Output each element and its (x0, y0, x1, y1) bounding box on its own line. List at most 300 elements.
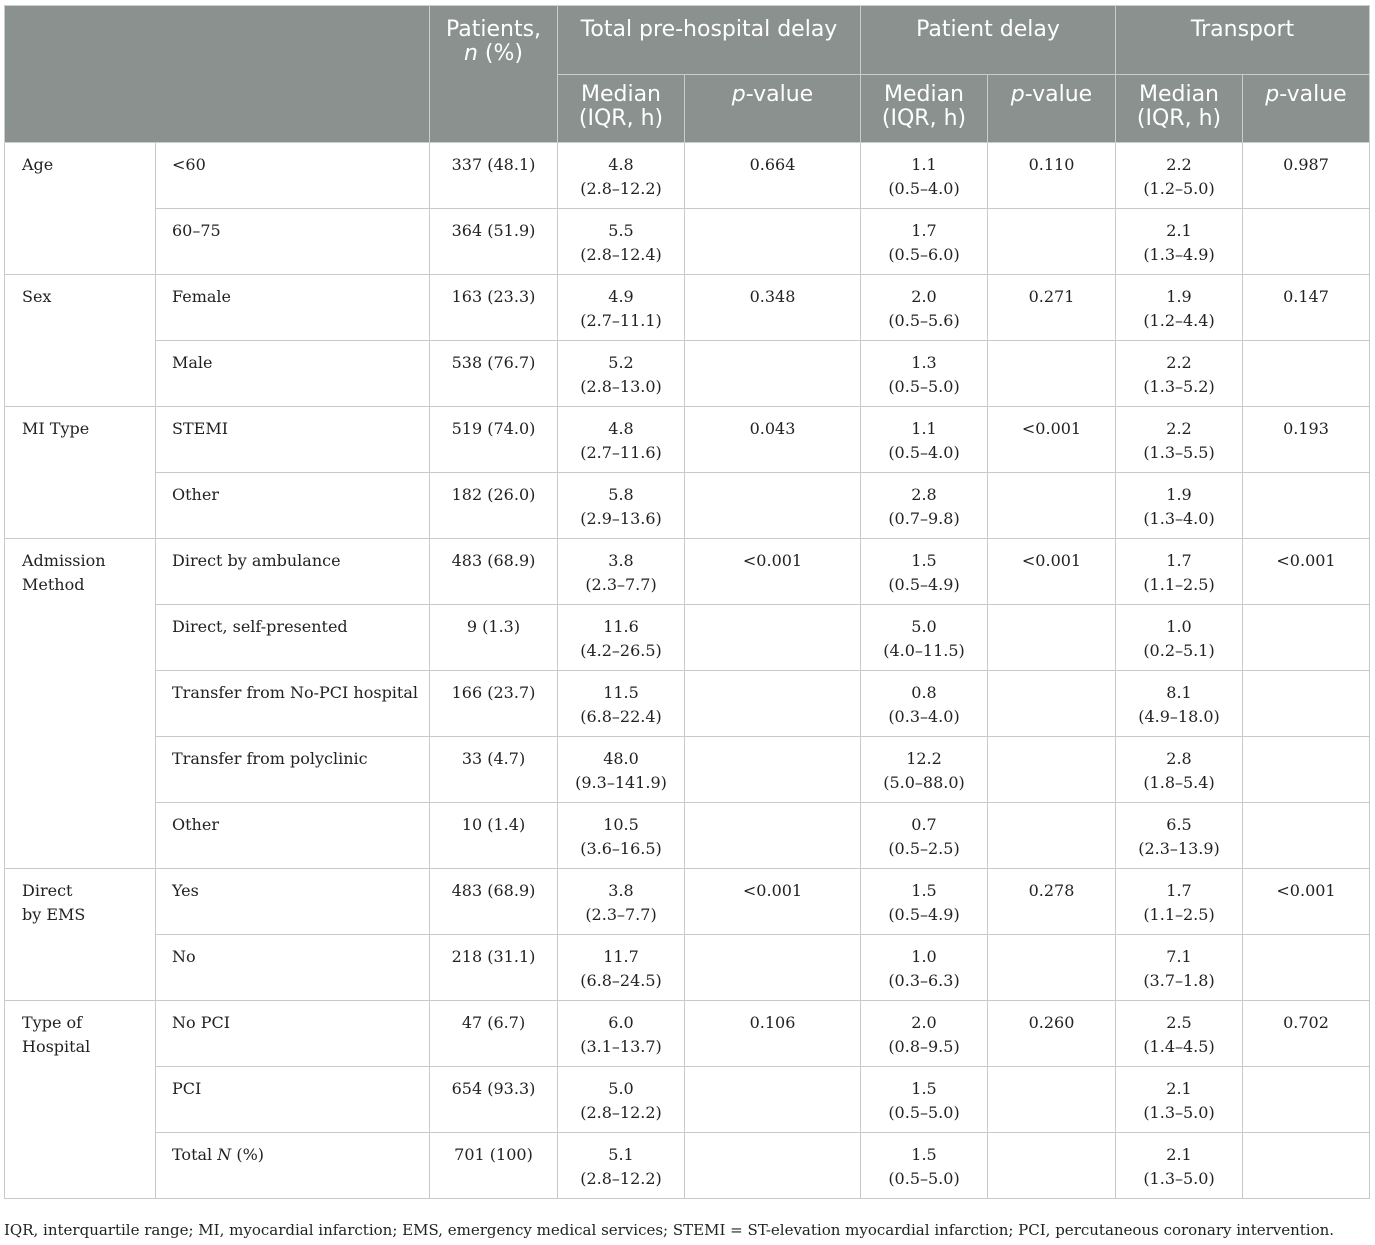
table-row (5, 539, 1370, 605)
transport-median: 2.1 (1166, 221, 1192, 240)
total-delay-cell (558, 671, 685, 737)
patient-delay-iqr: (0.5–5.0) (888, 1169, 960, 1188)
table-footnote: IQR, interquartile range; MI, myocardial infarction; EMS, emergency medical services; STEMI = ST-elevation myocardial infarction; PCI, percutaneous coronary intervention. (4, 1221, 1335, 1239)
table-header (5, 6, 1370, 143)
patient-delay-pvalue-cell (988, 275, 1116, 341)
patient-delay-pvalue: 0.260 (1028, 1013, 1075, 1032)
total-delay-iqr: (2.8–13.0) (580, 377, 662, 396)
transport-median: 2.2 (1166, 353, 1192, 372)
header-patients-n: n (463, 41, 478, 66)
transport-iqr: (1.3–5.2) (1143, 377, 1215, 396)
transport-pvalue: 0.987 (1283, 155, 1329, 174)
patients-value: 163 (23.3) (451, 287, 536, 306)
table-row (5, 935, 1370, 1001)
total-delay-iqr: (6.8–24.5) (580, 971, 662, 990)
patient-delay-pvalue-cell (988, 407, 1116, 473)
transport-median: 8.1 (1166, 683, 1192, 702)
transport-pvalue-cell (1243, 275, 1370, 341)
header-total-delay: Total pre-hospital delay (558, 6, 861, 75)
total-delay-cell (558, 1067, 685, 1133)
patient-delay-median: 1.5 (911, 551, 937, 570)
patients-cell (430, 671, 558, 737)
total-delay-pvalue-cell (685, 671, 861, 737)
variable-label: by EMS (22, 905, 86, 924)
variable-label: Age (22, 155, 54, 174)
category-label: Transfer from No-PCI hospital (172, 683, 419, 702)
patient-delay-pvalue: 0.271 (1028, 287, 1075, 306)
category-cell (156, 935, 430, 1001)
transport-iqr: (1.1–2.5) (1143, 905, 1215, 924)
total-delay-median: 4.8 (608, 419, 634, 438)
patient-delay-iqr: (0.5–5.0) (888, 1103, 960, 1122)
patients-cell (430, 1067, 558, 1133)
patient-delay-iqr: (0.5–4.9) (888, 575, 960, 594)
total-delay-iqr: (2.3–7.7) (585, 905, 657, 924)
transport-cell (1116, 1001, 1243, 1067)
total-delay-iqr: (2.8–12.2) (580, 1169, 662, 1188)
patient-delay-iqr: (0.5–5.6) (888, 311, 960, 330)
total-delay-pvalue: <0.001 (742, 551, 803, 570)
transport-iqr: (1.3–4.0) (1143, 509, 1215, 528)
patients-value: 701 (100) (454, 1145, 533, 1164)
patient-delay-pvalue-cell (988, 143, 1116, 209)
total-delay-median: 5.5 (608, 221, 634, 240)
patient-delay-median: 0.7 (911, 815, 937, 834)
patient-delay-median: 0.8 (911, 683, 937, 702)
transport-pvalue: 0.147 (1283, 287, 1329, 306)
total-delay-pvalue-cell (685, 473, 861, 539)
transport-pvalue: <0.001 (1276, 551, 1336, 570)
category-label: Direct by ambulance (172, 551, 341, 570)
patients-cell (430, 143, 558, 209)
table-row (5, 605, 1370, 671)
category-cell (156, 539, 430, 605)
total-delay-median: 11.6 (603, 617, 639, 636)
transport-pvalue-cell (1243, 935, 1370, 1001)
total-delay-cell (558, 407, 685, 473)
total-delay-median: 10.5 (603, 815, 639, 834)
patient-delay-cell (861, 803, 988, 869)
transport-median: 2.1 (1166, 1079, 1192, 1098)
patient-delay-iqr: (0.8–9.5) (888, 1037, 960, 1056)
total-delay-pvalue-cell (685, 605, 861, 671)
category-label: <60 (172, 155, 206, 174)
category-label: No (172, 947, 196, 966)
table-row (5, 869, 1370, 935)
patient-delay-cell (861, 275, 988, 341)
patients-value: 218 (31.1) (451, 947, 536, 966)
transport-pvalue-cell (1243, 539, 1370, 605)
patients-cell (430, 1001, 558, 1067)
header-patients-pct: (%) (477, 41, 524, 66)
header-median: Median (IQR, h) (861, 75, 988, 143)
patients-value: 9 (1.3) (466, 617, 521, 636)
header-pvalue: p-value (988, 75, 1116, 143)
total-delay-median: 5.2 (608, 353, 634, 372)
transport-median: 1.9 (1166, 287, 1192, 306)
variable-cell (5, 869, 156, 1001)
total-delay-median: 6.0 (608, 1013, 634, 1032)
category-suffix: (%) (231, 1145, 265, 1164)
category-cell (156, 341, 430, 407)
total-delay-pvalue-cell (685, 209, 861, 275)
table-body (5, 143, 1370, 1199)
variable-cell (5, 1001, 156, 1199)
category-label: Female (172, 287, 231, 306)
variable-label: Direct (22, 881, 73, 900)
category-italic: N (217, 1145, 232, 1164)
total-delay-median: 5.8 (608, 485, 634, 504)
patient-delay-median: 2.0 (911, 1013, 937, 1032)
variable-cell (5, 275, 156, 407)
total-delay-cell (558, 539, 685, 605)
patient-delay-pvalue-cell (988, 1133, 1116, 1199)
category-cell (156, 671, 430, 737)
patient-delay-iqr: (0.3–6.3) (888, 971, 960, 990)
table-row (5, 209, 1370, 275)
patients-value: 33 (4.7) (461, 749, 526, 768)
transport-iqr: (2.3–13.9) (1138, 839, 1220, 858)
category-label: 60–75 (172, 221, 221, 240)
category-cell (156, 275, 430, 341)
table-row (5, 275, 1370, 341)
patient-delay-iqr: (0.5–5.0) (888, 377, 960, 396)
transport-median: 2.1 (1166, 1145, 1192, 1164)
category-cell (156, 869, 430, 935)
patient-delay-iqr: (0.7–9.8) (888, 509, 960, 528)
transport-cell (1116, 275, 1243, 341)
transport-pvalue: <0.001 (1276, 881, 1336, 900)
transport-pvalue-cell (1243, 605, 1370, 671)
patient-delay-iqr: (0.5–2.5) (888, 839, 960, 858)
total-delay-iqr: (2.8–12.2) (580, 179, 662, 198)
transport-iqr: (1.3–5.5) (1143, 443, 1215, 462)
total-delay-iqr: (4.2–26.5) (580, 641, 662, 660)
table-row (5, 737, 1370, 803)
category-label: No PCI (172, 1013, 231, 1032)
transport-cell (1116, 341, 1243, 407)
patients-value: 337 (48.1) (451, 155, 536, 174)
variable-label: Hospital (22, 1037, 91, 1056)
header-median: Median (IQR, h) (1116, 75, 1243, 143)
patient-delay-pvalue: 0.110 (1028, 155, 1075, 174)
total-delay-pvalue-cell (685, 869, 861, 935)
transport-median: 1.7 (1166, 881, 1192, 900)
transport-median: 6.5 (1166, 815, 1192, 834)
transport-median: 2.5 (1166, 1013, 1192, 1032)
transport-iqr: (1.8–5.4) (1143, 773, 1215, 792)
total-delay-cell (558, 143, 685, 209)
patients-cell (430, 803, 558, 869)
patient-delay-median: 1.3 (911, 353, 937, 372)
transport-cell (1116, 143, 1243, 209)
patient-delay-median: 1.1 (911, 419, 937, 438)
patients-cell (430, 341, 558, 407)
category-cell (156, 1001, 430, 1067)
transport-cell (1116, 209, 1243, 275)
total-delay-pvalue-cell (685, 1001, 861, 1067)
patient-delay-pvalue-cell (988, 605, 1116, 671)
patient-delay-pvalue-cell (988, 737, 1116, 803)
patient-delay-median: 2.0 (911, 287, 937, 306)
total-delay-median: 3.8 (608, 881, 634, 900)
total-delay-median: 5.0 (608, 1079, 634, 1098)
category-label: Transfer from polyclinic (172, 749, 368, 768)
total-delay-pvalue: 0.664 (749, 155, 796, 174)
patients-cell (430, 737, 558, 803)
patient-delay-median: 2.8 (911, 485, 937, 504)
header-pvalue: p-value (685, 75, 861, 143)
total-delay-pvalue-cell (685, 737, 861, 803)
total-delay-median: 5.1 (608, 1145, 634, 1164)
total-delay-median: 3.8 (608, 551, 634, 570)
total-delay-cell (558, 1133, 685, 1199)
category-label: Other (172, 485, 219, 504)
patient-delay-iqr: (5.0–88.0) (883, 773, 965, 792)
patient-delay-median: 1.0 (911, 947, 937, 966)
transport-cell (1116, 1133, 1243, 1199)
total-delay-pvalue: 0.348 (749, 287, 796, 306)
total-delay-cell (558, 605, 685, 671)
patient-delay-cell (861, 1067, 988, 1133)
patient-delay-pvalue-cell (988, 869, 1116, 935)
transport-cell (1116, 605, 1243, 671)
patient-delay-pvalue-cell (988, 803, 1116, 869)
patient-delay-pvalue-cell (988, 539, 1116, 605)
patient-delay-median: 1.5 (911, 881, 937, 900)
total-delay-pvalue-cell (685, 935, 861, 1001)
total-delay-pvalue-cell (685, 143, 861, 209)
category-prefix: Total (172, 1145, 218, 1164)
patient-delay-median: 1.5 (911, 1079, 937, 1098)
header-patient-delay: Patient delay (861, 6, 1116, 75)
patients-value: 519 (74.0) (451, 419, 536, 438)
transport-iqr: (1.3–4.9) (1143, 245, 1215, 264)
category-cell (156, 1133, 430, 1199)
table-row (5, 1067, 1370, 1133)
variable-label: MI Type (22, 419, 90, 438)
transport-iqr: (1.1–2.5) (1143, 575, 1215, 594)
results-table (4, 5, 1370, 1199)
table-row (5, 1133, 1370, 1199)
header-patients (430, 6, 558, 143)
transport-cell (1116, 539, 1243, 605)
transport-iqr: (4.9–18.0) (1138, 707, 1220, 726)
transport-median: 2.8 (1166, 749, 1192, 768)
transport-pvalue-cell (1243, 341, 1370, 407)
transport-pvalue-cell (1243, 407, 1370, 473)
transport-iqr: (1.4–4.5) (1143, 1037, 1215, 1056)
patients-cell (430, 935, 558, 1001)
header-pvalue: p-value (1243, 75, 1370, 143)
patients-cell (430, 605, 558, 671)
total-delay-pvalue-cell (685, 407, 861, 473)
header-blank-cell (5, 6, 430, 143)
patients-cell (430, 539, 558, 605)
total-delay-iqr: (2.9–13.6) (580, 509, 662, 528)
patients-cell (430, 209, 558, 275)
patient-delay-pvalue-cell (988, 935, 1116, 1001)
patient-delay-cell (861, 605, 988, 671)
transport-median: 1.0 (1166, 617, 1192, 636)
patients-value: 483 (68.9) (451, 881, 536, 900)
total-delay-iqr: (3.6–16.5) (580, 839, 662, 858)
patients-value: 182 (26.0) (451, 485, 536, 504)
transport-median: 1.9 (1166, 485, 1192, 504)
transport-median: 7.1 (1166, 947, 1192, 966)
total-delay-pvalue-cell (685, 341, 861, 407)
total-delay-cell (558, 737, 685, 803)
transport-cell (1116, 803, 1243, 869)
patient-delay-cell (861, 869, 988, 935)
transport-median: 2.2 (1166, 155, 1192, 174)
patient-delay-pvalue: <0.001 (1021, 551, 1082, 570)
variable-label: Admission (22, 551, 106, 570)
patient-delay-pvalue: <0.001 (1021, 419, 1082, 438)
patient-delay-iqr: (0.5–6.0) (888, 245, 960, 264)
patient-delay-iqr: (4.0–11.5) (883, 641, 965, 660)
category-label (172, 1143, 419, 1167)
total-delay-pvalue-cell (685, 803, 861, 869)
total-delay-iqr: (2.7–11.1) (580, 311, 662, 330)
transport-cell (1116, 869, 1243, 935)
total-delay-median: 4.8 (608, 155, 634, 174)
transport-pvalue-cell (1243, 209, 1370, 275)
transport-pvalue-cell (1243, 473, 1370, 539)
patients-cell (430, 407, 558, 473)
total-delay-cell (558, 935, 685, 1001)
total-delay-iqr: (3.1–13.7) (580, 1037, 662, 1056)
patient-delay-iqr: (0.5–4.0) (888, 179, 960, 198)
transport-pvalue-cell (1243, 1133, 1370, 1199)
total-delay-cell (558, 341, 685, 407)
patient-delay-cell (861, 737, 988, 803)
total-delay-pvalue-cell (685, 275, 861, 341)
table-row (5, 143, 1370, 209)
variable-label: Method (22, 575, 85, 594)
patients-value: 654 (93.3) (451, 1079, 536, 1098)
patients-value: 483 (68.9) (451, 551, 536, 570)
patient-delay-cell (861, 671, 988, 737)
patient-delay-cell (861, 341, 988, 407)
category-label: STEMI (172, 419, 229, 438)
patient-delay-median: 1.1 (911, 155, 937, 174)
patient-delay-iqr: (0.3–4.0) (888, 707, 960, 726)
patients-cell (430, 869, 558, 935)
transport-pvalue-cell (1243, 1001, 1370, 1067)
table-row (5, 473, 1370, 539)
header-patients-line1: Patients, (445, 17, 542, 42)
patient-delay-pvalue-cell (988, 1001, 1116, 1067)
category-cell (156, 473, 430, 539)
total-delay-cell (558, 473, 685, 539)
total-delay-cell (558, 1001, 685, 1067)
transport-iqr: (1.2–5.0) (1143, 179, 1215, 198)
transport-median: 1.7 (1166, 551, 1192, 570)
total-delay-cell (558, 869, 685, 935)
transport-cell (1116, 1067, 1243, 1133)
category-cell (156, 209, 430, 275)
category-cell (156, 803, 430, 869)
table-row (5, 803, 1370, 869)
patient-delay-cell (861, 407, 988, 473)
patient-delay-pvalue-cell (988, 209, 1116, 275)
total-delay-median: 11.5 (603, 683, 639, 702)
transport-pvalue-cell (1243, 143, 1370, 209)
patient-delay-median: 5.0 (911, 617, 937, 636)
patient-delay-cell (861, 1133, 988, 1199)
patients-cell (430, 1133, 558, 1199)
patients-value: 47 (6.7) (461, 1013, 526, 1032)
total-delay-iqr: (2.3–7.7) (585, 575, 657, 594)
patient-delay-cell (861, 473, 988, 539)
transport-cell (1116, 737, 1243, 803)
header-median: Median (IQR, h) (558, 75, 685, 143)
transport-pvalue: 0.702 (1283, 1013, 1329, 1032)
patient-delay-pvalue-cell (988, 341, 1116, 407)
patients-value: 166 (23.7) (451, 683, 536, 702)
patients-value: 364 (51.9) (451, 221, 536, 240)
patient-delay-cell (861, 539, 988, 605)
transport-iqr: (1.3–5.0) (1143, 1103, 1215, 1122)
category-label: Other (172, 815, 219, 834)
transport-median: 2.2 (1166, 419, 1192, 438)
category-cell (156, 737, 430, 803)
transport-pvalue-cell (1243, 671, 1370, 737)
total-delay-pvalue: <0.001 (742, 881, 803, 900)
total-delay-median: 11.7 (603, 947, 639, 966)
category-cell (156, 407, 430, 473)
transport-pvalue-cell (1243, 869, 1370, 935)
patient-delay-pvalue: 0.278 (1028, 881, 1075, 900)
total-delay-pvalue-cell (685, 1067, 861, 1133)
patients-cell (430, 473, 558, 539)
header-transport: Transport (1116, 6, 1370, 75)
total-delay-iqr: (2.8–12.4) (580, 245, 662, 264)
variable-cell (5, 143, 156, 275)
patient-delay-median: 12.2 (906, 749, 942, 768)
transport-iqr: (1.2–4.4) (1143, 311, 1215, 330)
transport-cell (1116, 671, 1243, 737)
total-delay-iqr: (2.8–12.2) (580, 1103, 662, 1122)
variable-cell (5, 407, 156, 539)
category-label: Direct, self-presented (172, 617, 348, 636)
transport-pvalue: 0.193 (1283, 419, 1329, 438)
patient-delay-iqr: (0.5–4.0) (888, 443, 960, 462)
patients-cell (430, 275, 558, 341)
patient-delay-iqr: (0.5–4.9) (888, 905, 960, 924)
category-cell (156, 1067, 430, 1133)
variable-cell (5, 539, 156, 869)
transport-iqr: (0.2–5.1) (1143, 641, 1215, 660)
patients-value: 538 (76.7) (451, 353, 536, 372)
total-delay-pvalue: 0.106 (749, 1013, 796, 1032)
patient-delay-median: 1.7 (911, 221, 937, 240)
total-delay-pvalue-cell (685, 539, 861, 605)
table-row (5, 341, 1370, 407)
patient-delay-cell (861, 143, 988, 209)
transport-cell (1116, 935, 1243, 1001)
category-cell (156, 143, 430, 209)
transport-iqr: (1.3–5.0) (1143, 1169, 1215, 1188)
patient-delay-cell (861, 209, 988, 275)
total-delay-pvalue: 0.043 (749, 419, 796, 438)
patient-delay-cell (861, 1001, 988, 1067)
table-row (5, 1001, 1370, 1067)
variable-label: Sex (22, 287, 52, 306)
transport-cell (1116, 473, 1243, 539)
category-label: Male (172, 353, 213, 372)
